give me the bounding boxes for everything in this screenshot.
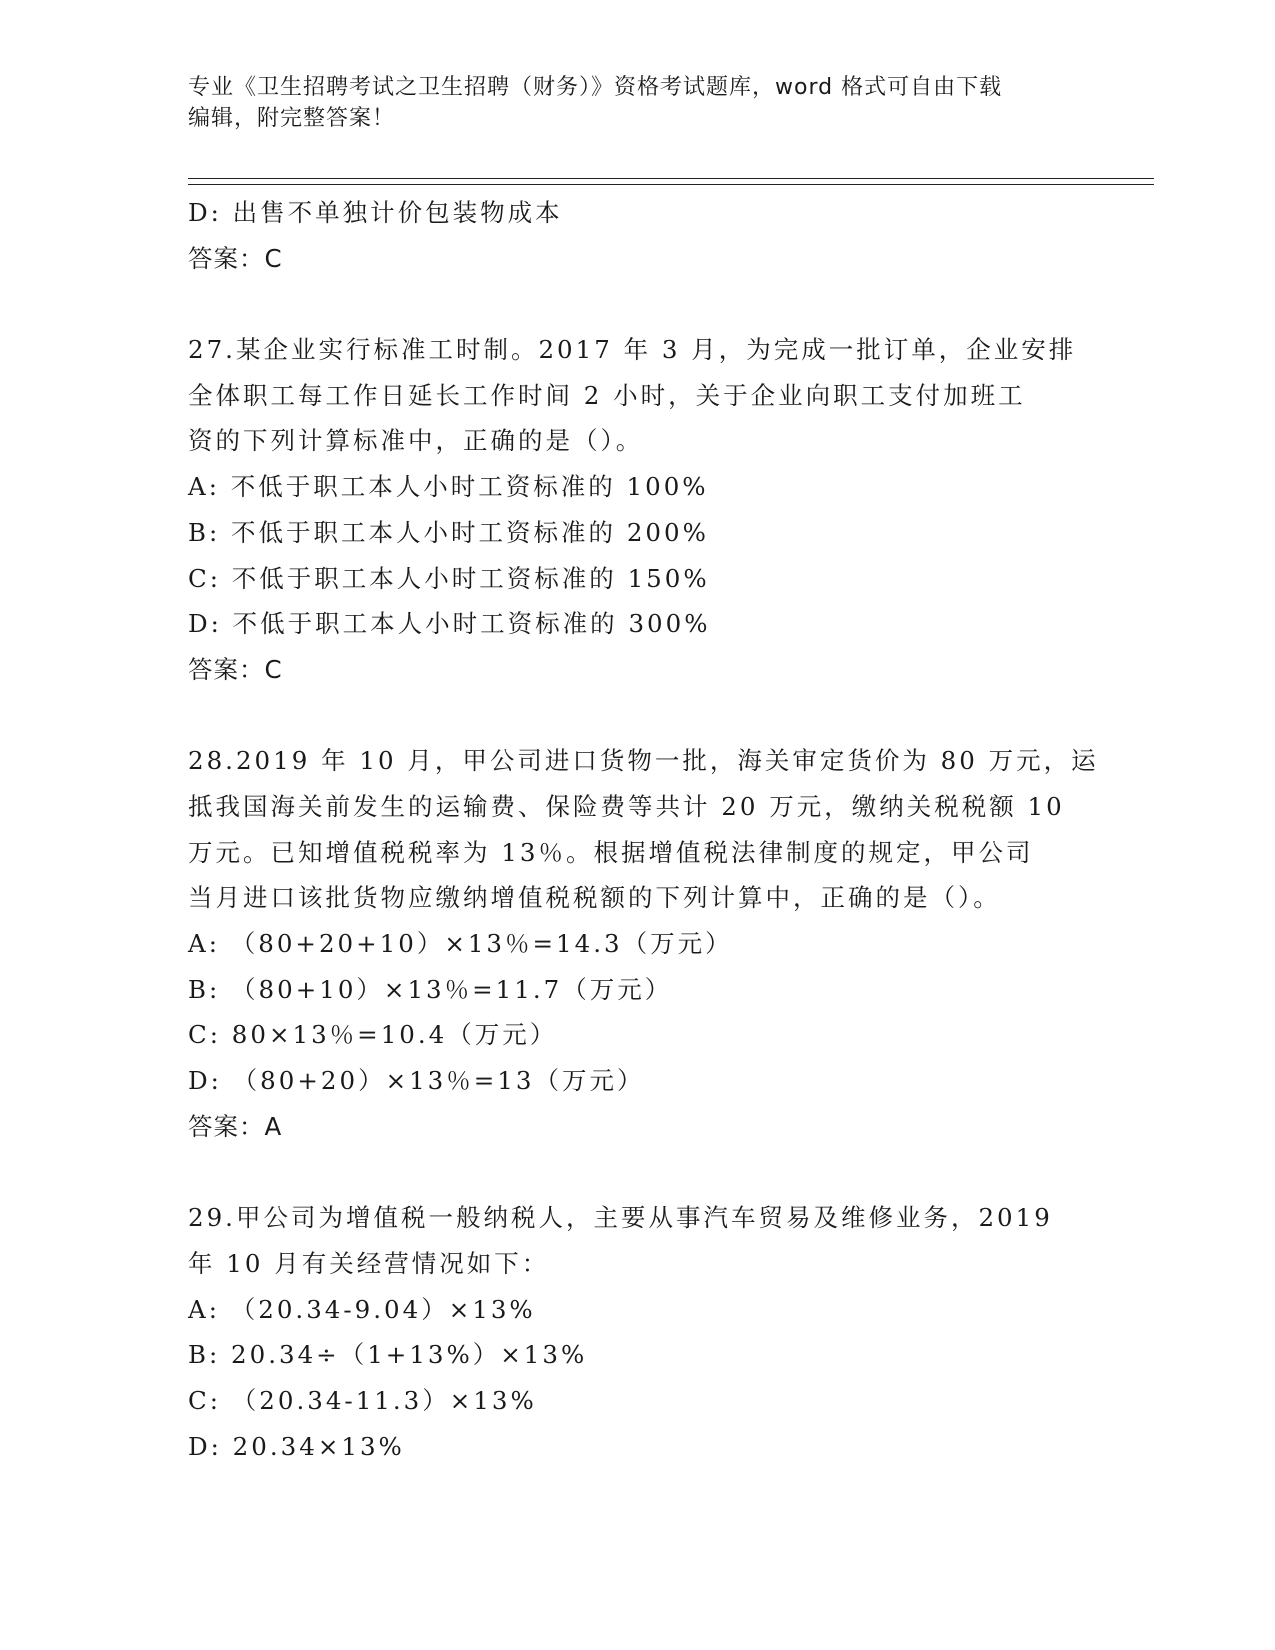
q27-option-d: D: 不低于职工本人小时工资标准的 300%	[188, 609, 711, 639]
q27-stem-line-1: 27.某企业实行标准工时制。2017 年 3 月，为完成一批订单，企业安排	[188, 335, 1077, 365]
q29-stem-line-1: 29.甲公司为增值税一般纳税人，主要从事汽车贸易及维修业务，2019	[188, 1203, 1053, 1233]
q28-stem-line-2: 抵我国海关前发生的运输费、保险费等共计 20 万元，缴纳关税税额 10	[188, 791, 1065, 821]
q27-answer: 答案：C	[188, 654, 283, 684]
q29-option-a: A: （20.34-9.04）×13%	[188, 1294, 536, 1324]
q28-option-b: B: （80+10）×13％=11.7（万元）	[188, 974, 673, 1004]
header-line-1: 专业《卫生招聘考试之卫生招聘（财务）》资格考试题库，word 格式可自由下载	[188, 75, 1003, 100]
q28-answer: 答案：A	[188, 1111, 283, 1141]
q28-option-d: D: （80+20）×13％=13（万元）	[188, 1066, 645, 1096]
header-divider-bottom	[188, 184, 1154, 185]
q29-option-c: C: （20.34-11.3）×13%	[188, 1385, 537, 1415]
question-content	[188, 190, 1099, 1469]
q26-option-d: D: 出售不单独计价包装物成本	[188, 198, 563, 227]
q28-stem-line-1: 28.2019 年 10 月，甲公司进口货物一批，海关审定货价为 80 万元，运	[188, 746, 1099, 776]
spacer	[188, 1149, 1088, 1195]
q29-option-d: D: 20.34×13%	[188, 1431, 405, 1461]
q27-stem-line-3: 资的下列计算标准中，正确的是（）。	[188, 426, 644, 456]
q28-stem-line-3: 万元。已知增值税税率为 13％。根据增值税法律制度的规定，甲公司	[188, 837, 1034, 867]
header-line-2: 编辑，附完整答案！	[188, 106, 396, 131]
q28-option-a: A: （80+20+10）×13％=14.3（万元）	[188, 929, 733, 958]
header-divider-top	[188, 178, 1154, 179]
q26-answer: 答案：C	[188, 243, 283, 273]
q27-stem-line-2: 全体职工每工作日延长工作时间 2 小时，关于企业向职工支付加班工	[188, 380, 1026, 410]
q27-option-c: C: 不低于职工本人小时工资标准的 150%	[188, 563, 710, 593]
q29-option-b: B: 20.34÷（1+13%）×13%	[188, 1340, 588, 1370]
q27-option-b: B: 不低于职工本人小时工资标准的 200%	[188, 517, 709, 547]
document-header	[188, 72, 1068, 134]
q28-stem-line-4: 当月进口该批货物应缴纳增值税税额的下列计算中，正确的是（）。	[188, 883, 1001, 913]
spacer	[188, 281, 1088, 327]
q27-option-a: A: 不低于职工本人小时工资标准的 100%	[188, 472, 709, 502]
spacer	[188, 693, 1088, 739]
q28-option-c: C: 80×13％=10.4（万元）	[188, 1020, 558, 1050]
q29-stem-line-2: 年 10 月有关经营情况如下：	[188, 1248, 550, 1278]
